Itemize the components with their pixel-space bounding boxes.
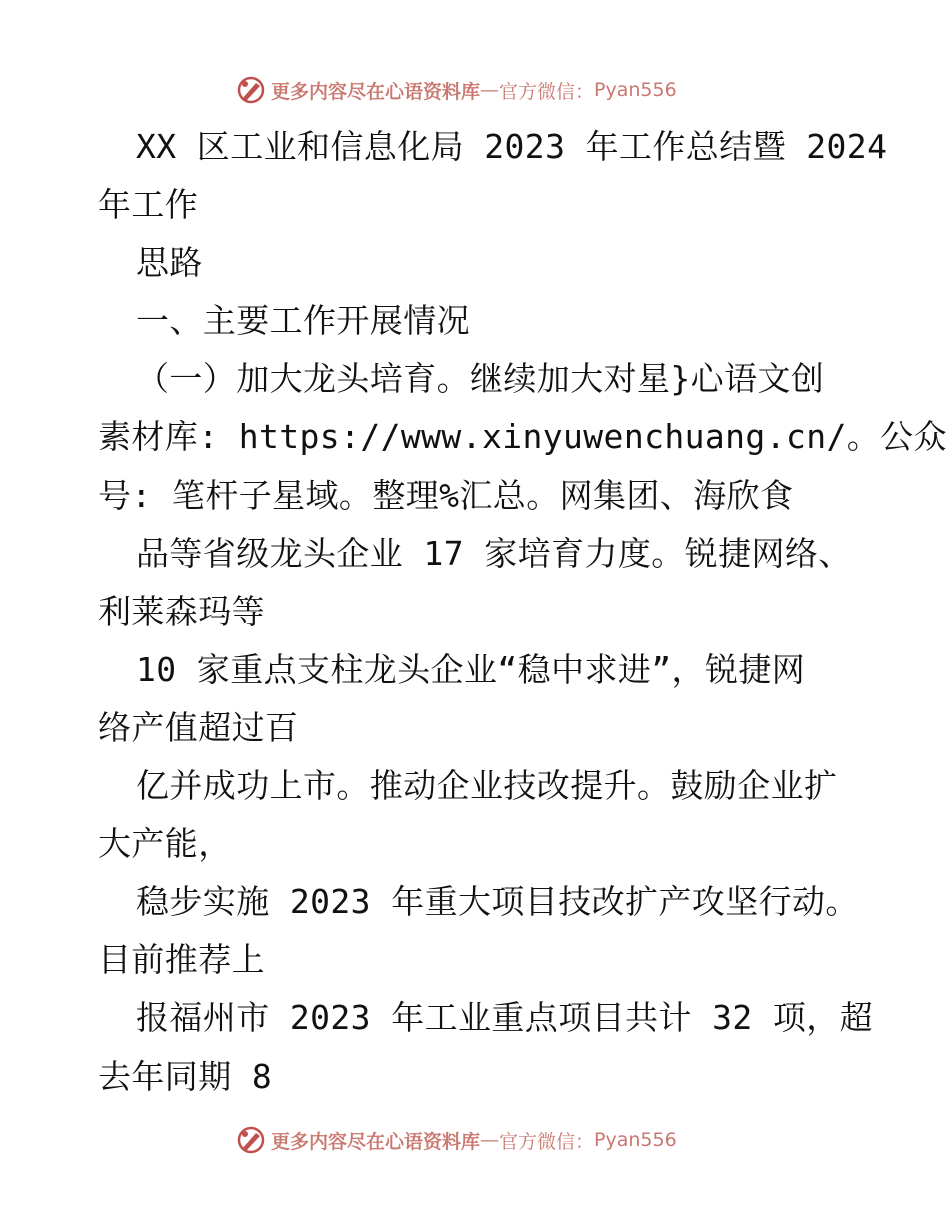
paragraph-line: 10 家重点支柱龙头企业“稳中求进”，锐捷网 (136, 649, 806, 689)
paragraph-line: 品等省级龙头企业 17 家培育力度。锐捷网络、 (136, 533, 852, 573)
watermark-header (236, 73, 677, 107)
watermark-text: 更多内容尽在心语资料库 (271, 1130, 481, 1153)
paragraph-line: 去年同期 8 (98, 1056, 273, 1096)
watermark-footer (236, 1123, 677, 1157)
paragraph-line: 稳步实施 2023 年重大项目技改扩产攻坚行动。 (136, 882, 859, 922)
watermark-handle: Pyan556 (594, 1129, 677, 1151)
paragraph-line: 亿并成功上市。推动企业技改提升。鼓励企业扩 (136, 766, 838, 806)
paragraph-line: 络产值超过百 (98, 707, 299, 747)
watermark-text: 更多内容尽在心语资料库 (271, 80, 481, 103)
watermark-handle: Pyan556 (594, 79, 677, 101)
pen-logo-icon (236, 1125, 266, 1155)
document-body (98, 118, 947, 1106)
watermark-label: 官方微信： (499, 1130, 595, 1153)
watermark-separator: — (480, 79, 500, 101)
paragraph-line: 目前推荐上 (98, 940, 265, 980)
paragraph-line: 大产能， (98, 824, 232, 864)
section-heading: 一、主要工作开展情况 (136, 301, 470, 341)
paragraph-line: （一）加大龙头培育。继续加大对星}心语文创 (136, 359, 825, 399)
watermark-separator: — (480, 1129, 500, 1151)
pen-logo-icon (236, 75, 266, 105)
paragraph-line: 素材库: https://www.xinyuwenchuang.cn/。公众 (98, 417, 947, 457)
paragraph-line: 利莱森玛等 (98, 591, 265, 631)
watermark-label: 官方微信： (499, 80, 595, 103)
title-line: 年工作 (98, 185, 199, 225)
title-line: 思路 (136, 243, 203, 283)
paragraph-line: 报福州市 2023 年工业重点项目共计 32 项，超 (136, 998, 874, 1038)
title-line: XX 区工业和信息化局 2023 年工作总结暨 2024 (136, 127, 888, 166)
paragraph-line: 号: 笔杆子星域。整理%汇总。网集团、海欣食 (98, 475, 794, 515)
